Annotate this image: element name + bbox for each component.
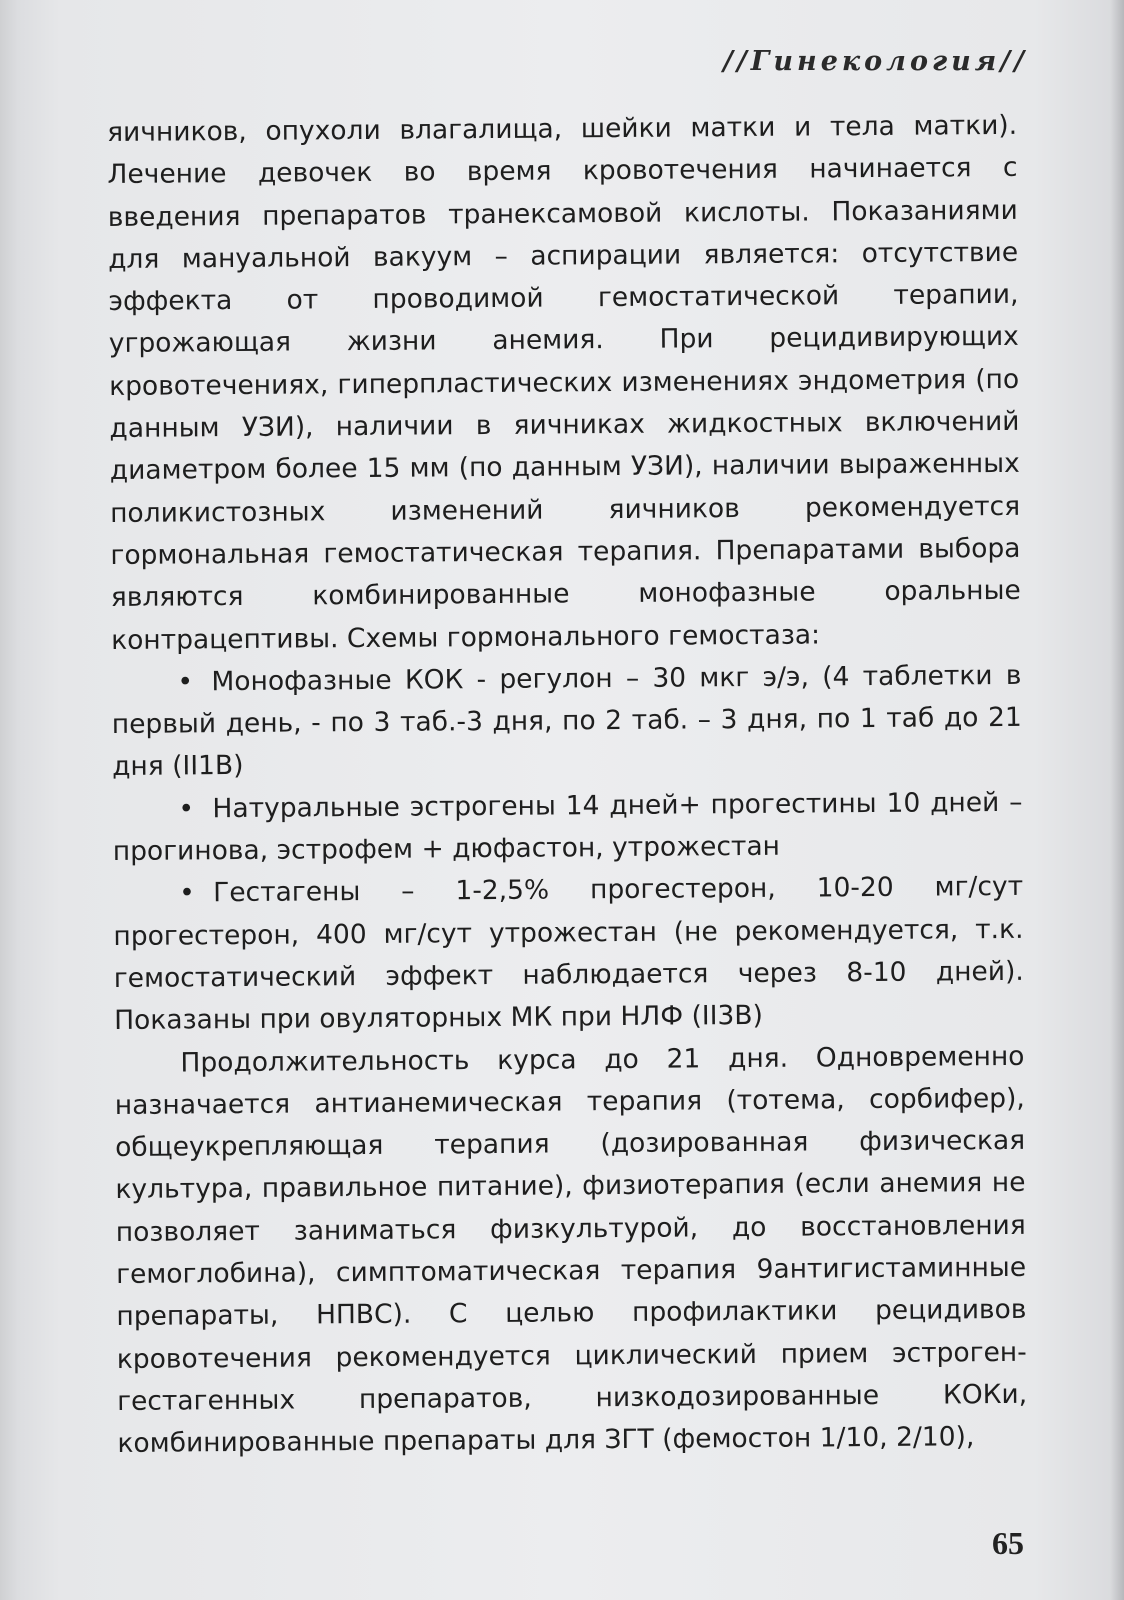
page-edge-shadow xyxy=(1110,0,1124,1600)
bullet-text: Натуральные эстрогены 14 дней+ прогестины 10 дней – прогинова, эстрофем + дюфастон, утрожестан xyxy=(112,786,1023,868)
body-text xyxy=(107,105,1028,1466)
bullet-item-3 xyxy=(113,866,1024,1042)
bullet-marker: • xyxy=(178,793,195,825)
bullet-item-2 xyxy=(112,782,1023,874)
bullet-text: Гестагены – 1-2,5% прогестерон, 10-20 мг/сут прогестерон, 400 мг/сут утрожестан (не рекомендуется, т.к. гемостатический эффект наблюдается через 8-10 дней). Показаны при овуляторных МК при НЛФ (II3B) xyxy=(113,871,1024,1037)
bullet-marker: • xyxy=(177,666,194,698)
paragraph-treatment: Продолжительность курса до 21 дня. Одновременно назначается антианемическая терапия (тотема, сорбифер), общеукрепляющая терапия (дозированная физическая культура, правильное питание), физиотерапия (если анемия не позволяет заниматься физкультурой, до восстановления гемоглобина), симптоматическая терапия 9антигистаминные препараты, НПВС). С целью профилактики рецидивов кровотечения рекомендуется циклический прием эстроген-гестагенных препаратов, низкодозированные КОКи, комбинированные препараты для ЗГТ (фемостон 1/10, 2/10), xyxy=(114,1040,1028,1460)
bullet-text: Монофазные КОК - регулон – 30 мкг э/э, (4 таблетки в первый день, - по 3 таб.-3 дня, по 2 таб. – 3 дня, по 1 таб до 21 дня (II1B) xyxy=(111,659,1022,783)
bullet-item-1 xyxy=(111,655,1022,789)
bullet-marker: • xyxy=(179,877,195,909)
page-number: 65 xyxy=(992,1525,1024,1561)
running-header: //Гинекология// xyxy=(723,46,1028,77)
paragraph-intro: яичников, опухоли влагалища, шейки матки и тела матки). Лечение девочек во время кровотечения начинается с введения препаратов транексамовой кислоты. Показаниями для мануальной вакуум – аспирации является: отсутствие эффекта от проводимой гемостатической терапии, угрожающая жизни анемия. При рецидивирующих кровотечениях, гиперпластических изменениях эндометрия (по данным УЗИ), наличии в яичниках жидкостных включений диаметром более 15 мм (по данным УЗИ), наличии выраженных поликистозных изменений яичников рекомендуется гормональная гемостатическая терапия. Препаратами выбора являются комбинированные монофазные оральные контрацептивы. Схемы гормонального гемостаза: xyxy=(107,109,1021,656)
